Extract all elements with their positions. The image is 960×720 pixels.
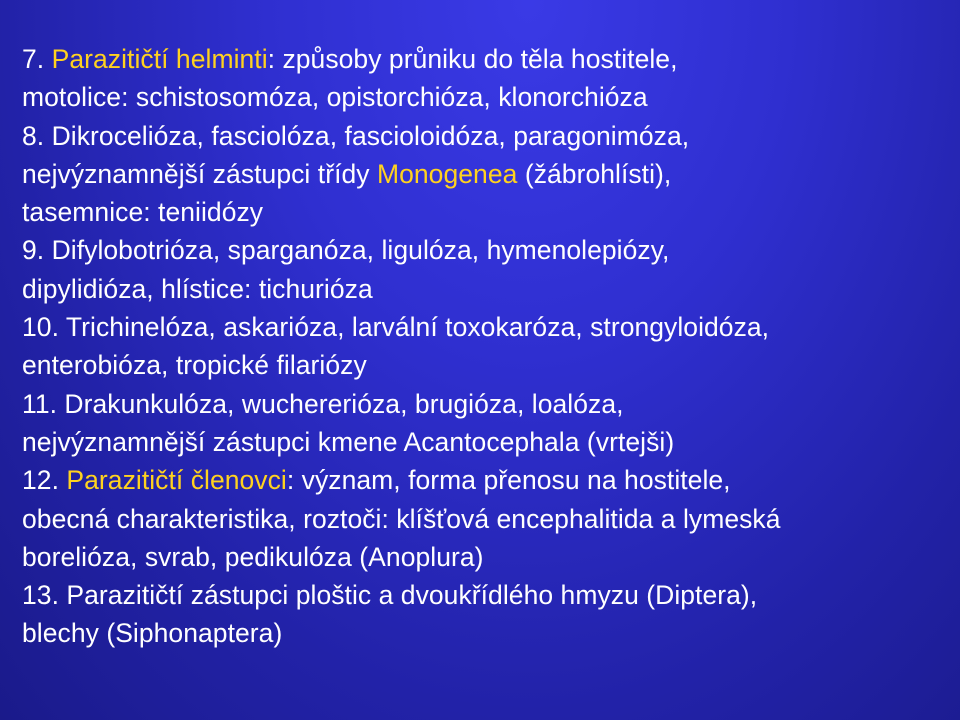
text-line [22, 461, 947, 499]
text-run: 7. [22, 44, 52, 74]
text-line [22, 500, 947, 538]
text-line [22, 117, 947, 155]
slide-text-body [22, 40, 947, 653]
text-line [22, 270, 947, 308]
text-run: : způsoby průniku do těla hostitele, [267, 44, 678, 74]
text-run: 13. Parazitičtí zástupci ploštic a dvoukřídlého hmyzu (Diptera), [22, 580, 758, 611]
text-line [22, 231, 947, 269]
text-line [22, 193, 947, 231]
text-run: 10. Trichinelóza, askarióza, larvální toxokaróza, strongyloidóza, [22, 312, 770, 343]
topic-item-11 [22, 385, 947, 462]
highlighted-term: Parazitičtí helminti [51, 44, 268, 74]
topic-item-9 [22, 231, 947, 308]
text-line [22, 538, 947, 576]
text-line [22, 576, 947, 614]
topic-item-8 [22, 117, 947, 232]
topic-item-13 [22, 576, 947, 653]
text-run: motolice: schistosomóza, opistorchióza, klonorchióza [22, 82, 648, 113]
text-run: obecná charakteristika, roztoči: klíšťová encephalitida a lymeská [22, 503, 781, 534]
text-run: nejvýznamnější zástupci třídy [22, 158, 377, 189]
text-run: 11. Drakunkulóza, wuchererióza, brugióza, loalóza, [22, 388, 624, 419]
text-run: 9. Difylobotrióza, sparganóza, ligulóza, hymenolepiózy, [22, 235, 670, 266]
text-run: blechy (Siphonaptera) [22, 618, 283, 649]
topic-item-12 [22, 461, 947, 576]
topic-item-10 [22, 308, 947, 385]
text-line [22, 155, 947, 193]
text-run: nejvýznamnější zástupci kmene Acantocephala (vrtejši) [22, 426, 675, 457]
text-line [22, 40, 947, 78]
text-line [22, 385, 947, 423]
text-run: (žábrohlísti), [517, 158, 672, 189]
text-run: 12. [22, 465, 67, 496]
text-line [22, 346, 947, 384]
text-run: enterobióza, tropické filariózy [22, 350, 367, 381]
text-run: tasemnice: teniidózy [22, 197, 264, 228]
highlighted-term: Monogenea [376, 158, 518, 189]
text-run: : význam, forma přenosu na hostitele, [286, 465, 731, 496]
text-line [22, 423, 947, 461]
text-run: borelióza, svrab, pedikulóza (Anoplura) [22, 541, 484, 572]
text-line [22, 614, 947, 652]
text-line [22, 78, 947, 116]
text-run: dipylidióza, hlístice: tichurióza [22, 273, 373, 304]
text-line [22, 308, 947, 346]
text-run: 8. Dikrocelióza, fasciolóza, fascioloidóza, paragonimóza, [22, 120, 690, 151]
topic-item-7 [22, 40, 947, 117]
highlighted-term: Parazitičtí členovci [66, 465, 287, 496]
